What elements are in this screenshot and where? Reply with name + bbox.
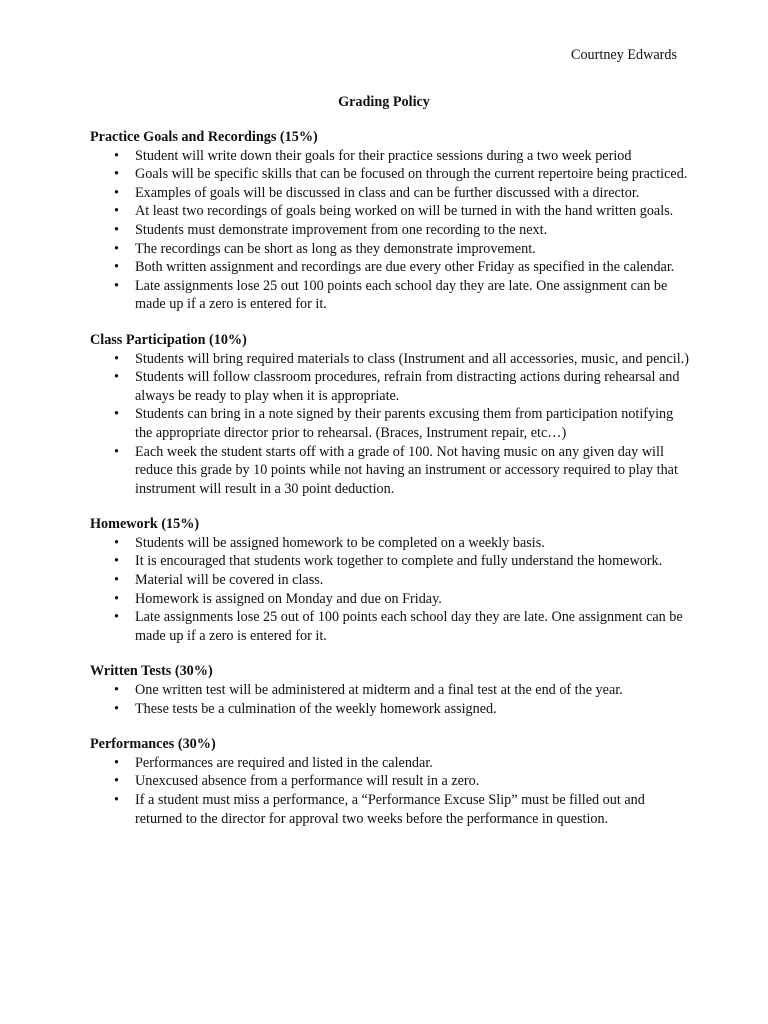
list-item (90, 443, 690, 499)
list-item-text: Both written assignment and recordings are due every other Friday as specified in the calendar. (135, 259, 675, 276)
list-item (90, 534, 690, 553)
list-item (90, 221, 690, 240)
bullet-icon: • (114, 406, 119, 423)
bullet-list (90, 754, 690, 828)
list-item (90, 571, 690, 590)
bullet-icon: • (114, 221, 119, 238)
policy-section (90, 515, 690, 645)
bullet-list (90, 681, 690, 718)
list-item (90, 165, 690, 184)
list-item-text: Students can bring in a note signed by their parents excusing them from participation notifying the appropriate director prior to rehearsal. (Braces, Instrument repair, etc…) (135, 406, 674, 441)
list-item-text: Students will bring required materials to class (Instrument and all accessories, music, and pencil.) (135, 350, 689, 367)
list-item-text: Performances are required and listed in the calendar. (135, 754, 433, 771)
list-item-text: Students must demonstrate improvement from one recording to the next. (135, 221, 548, 238)
section-heading: Class Participation (10%) (90, 331, 247, 348)
list-item (90, 590, 690, 609)
list-item-text: Goals will be specific skills that can be focused on through the current repertoire being practiced. (135, 166, 688, 183)
list-item-text: Material will be covered in class. (135, 572, 324, 589)
list-item (90, 277, 690, 314)
bullet-icon: • (114, 147, 119, 164)
list-item (90, 608, 690, 645)
list-item (90, 202, 690, 221)
bullet-icon: • (114, 277, 119, 294)
bullet-icon: • (114, 534, 119, 551)
bullet-icon: • (114, 792, 119, 808)
list-item (90, 368, 690, 405)
list-item (90, 754, 690, 773)
page-title: Grading Policy (338, 94, 430, 110)
bullet-icon: • (114, 166, 119, 183)
list-item-text: These tests be a culmination of the weekly homework assigned. (135, 700, 497, 717)
bullet-icon: • (114, 682, 119, 699)
list-item (90, 258, 690, 277)
policy-sections (90, 128, 690, 845)
list-item-text: Examples of goals will be discussed in class and can be further discussed with a director. (135, 184, 640, 201)
list-item (90, 350, 690, 369)
bullet-icon: • (114, 369, 119, 386)
list-item-text: Late assignments lose 25 out 100 points each school day they are late. One assignment can be made up if a zero is entered for it. (135, 277, 668, 313)
list-item-text: Homework is assigned on Monday and due on Friday. (135, 590, 442, 607)
bullet-icon: • (114, 572, 119, 589)
bullet-icon: • (114, 184, 119, 201)
list-item-text: Student will write down their goals for their practice sessions during a two week period (135, 147, 632, 164)
list-item-text: Unexcused absence from a performance will result in a zero. (135, 773, 480, 790)
list-item-text: The recordings can be short as long as they demonstrate improvement. (135, 240, 536, 257)
bullet-icon: • (114, 773, 119, 790)
bullet-icon: • (114, 754, 119, 771)
list-item-text: If a student must miss a performance, a “Performance Excuse Slip” must be filled out and returned to the director for approval two weeks before the performance in question. (135, 792, 645, 827)
bullet-icon: • (114, 350, 119, 367)
bullet-icon: • (114, 590, 119, 607)
bullet-icon: • (114, 240, 119, 257)
policy-section (90, 735, 690, 828)
bullet-list (90, 350, 690, 499)
list-item-text: Late assignments lose 25 out of 100 points each school day they are late. One assignment can be made up if a zero is entered for it. (135, 609, 683, 644)
bullet-icon: • (114, 553, 119, 570)
list-item-text: Students will be assigned homework to be completed on a weekly basis. (135, 534, 545, 551)
list-item-text: It is encouraged that students work together to complete and fully understand the homework. (135, 553, 663, 570)
list-item-text: Students will follow classroom procedures, refrain from distracting actions during rehearsal and always be ready to play when it is appropriate. (135, 369, 680, 404)
bullet-icon: • (114, 443, 119, 460)
list-item (90, 681, 690, 700)
bullet-list (90, 534, 690, 646)
list-item (90, 147, 690, 166)
section-heading: Homework (15%) (90, 516, 200, 533)
bullet-list (90, 147, 690, 314)
list-item (90, 405, 690, 442)
section-heading: Performances (30%) (90, 736, 216, 753)
author-name: Courtney Edwards (571, 47, 677, 63)
list-item (90, 240, 690, 259)
bullet-icon: • (114, 700, 119, 717)
list-item (90, 791, 690, 828)
list-item-text: At least two recordings of goals being worked on will be turned in with the hand written goals. (135, 203, 674, 220)
bullet-icon: • (114, 259, 119, 276)
bullet-icon: • (114, 609, 119, 626)
list-item (90, 184, 690, 203)
section-heading: Written Tests (30%) (90, 663, 213, 680)
list-item (90, 552, 690, 571)
list-item-text: Each week the student starts off with a grade of 100. Not having music on any given day will reduce this grade by 10 points while not having an instrument or accessory required to play that instrument will result in a 30 point deduction. (135, 443, 678, 497)
policy-section (90, 128, 690, 314)
policy-section (90, 662, 690, 718)
bullet-icon: • (114, 203, 119, 220)
list-item (90, 700, 690, 719)
list-item (90, 772, 690, 791)
policy-section (90, 331, 690, 498)
section-heading: Practice Goals and Recordings (15%) (90, 129, 318, 145)
list-item-text: One written test will be administered at midterm and a final test at the end of the year. (135, 682, 623, 699)
